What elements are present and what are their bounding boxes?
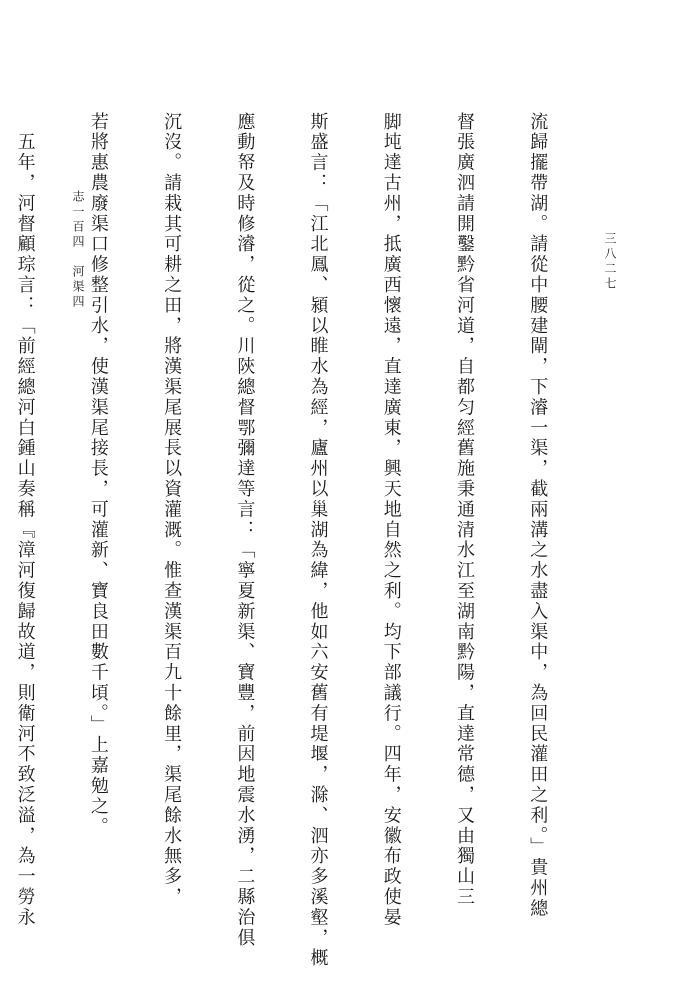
- text-column: 沉沒。請栽其可耕之田，將漢渠尾展長以資灌溉。惟查漢渠百九十餘里，渠尾餘水無多，: [161, 112, 183, 908]
- section-header: 志一百四 河渠四: [71, 190, 85, 310]
- text-column: 脚坉達古州，抵廣西懷遠，直達廣東，興天地自然之利。均下部議行。四年，安徽布政使晏: [380, 112, 402, 928]
- text-column: 斯盛言：「江北鳳、潁以睢水為經，廬州以巢湖為緯，他如六安舊有堤堰，滁、泗亦多溪壑，概: [307, 112, 329, 969]
- page-number: 三八二七: [603, 232, 617, 292]
- text-column: 應動帑及時修濬，從之。川陝總督鄂彌達等言：「寧夏新渠、寶豐，前因地震水湧，二縣治俱: [234, 112, 256, 949]
- text-column: 流歸擺帶湖。請從中腰建閘，下濬一渠，截兩溝之水盡入渠中，為回民灌田之利。」貴州總: [527, 112, 549, 919]
- text-column: 若將惠農廢渠口修整引水，使漢渠尾接長，可灌新、寶良田數千頃。」上嘉勉之。: [87, 112, 109, 838]
- text-column: 督張廣泗請開鑿黔省河道，自都匀經舊施秉通清水江至湖南黔陽，直達常德，又由獨山三: [453, 112, 475, 908]
- text-column: 五年，河督顧琮言：「前經總河白鍾山奏稱『漳河復歸故道，則衛河不致泛溢，為一勞永: [14, 112, 36, 928]
